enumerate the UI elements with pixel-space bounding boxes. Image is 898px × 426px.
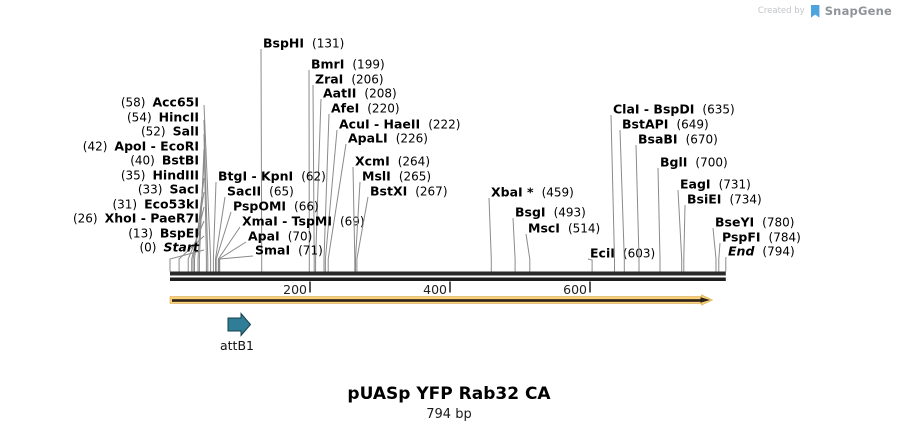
site-position: (42): [82, 139, 108, 154]
site-name: SacI: [169, 181, 199, 197]
backbone-bar-bottom: [170, 278, 726, 282]
site-bsgi: [513, 205, 586, 272]
site-label-eagi: [680, 177, 751, 192]
site-position: (33): [137, 182, 163, 197]
site-name: MscI: [528, 220, 560, 236]
site-name: XbaI *: [491, 184, 534, 200]
site-position: (40): [130, 153, 155, 168]
site-label-msci: [528, 221, 600, 236]
site-position: (70): [287, 229, 313, 244]
site-position: (514): [567, 221, 601, 236]
scale-tick-600: [563, 282, 590, 298]
site-name: ApaLI: [348, 130, 388, 146]
site-position: (649): [676, 117, 709, 132]
site-label-bgli: [660, 155, 728, 170]
created-by-text: Created by: [757, 6, 805, 16]
site-label-acc65i: [121, 95, 199, 110]
site-label-bsgi: [515, 205, 586, 220]
site-name: SmaI: [255, 242, 291, 258]
site-name: XhoI - PaeR7I: [104, 210, 199, 226]
site-position: (459): [541, 185, 574, 200]
site-name: BsgI: [515, 204, 546, 220]
site-position: (199): [352, 57, 385, 72]
site-label-bsiei: [687, 192, 762, 207]
plasmid-length: 794 bp: [426, 407, 472, 422]
site-label-sacii: [227, 184, 294, 199]
site-end: [726, 244, 795, 272]
site-name: SalI: [172, 123, 199, 139]
site-apali: [328, 130, 431, 272]
site-label-pspfi: [722, 230, 801, 245]
site-label-afei: [331, 101, 400, 116]
site-name: BseYI: [715, 214, 755, 230]
site-label-end: [728, 244, 795, 259]
tick-label: 600: [563, 282, 587, 297]
site-label-btgi-kpni: [218, 169, 326, 184]
leader-ecii: [588, 259, 592, 272]
site-name: XcmI: [355, 153, 390, 169]
leader-bgli: [658, 168, 660, 272]
site-name: HincII: [158, 109, 199, 125]
site-label-bsabi: [638, 132, 718, 147]
site-position: (208): [364, 86, 397, 101]
site-name: BsaBI: [638, 131, 678, 147]
attb1-label: attB1: [220, 338, 254, 353]
site-label-zrai: [315, 72, 384, 87]
site-position: (226): [395, 131, 428, 146]
site-name: HindIII: [152, 167, 199, 183]
site-label-bsphi: [263, 36, 344, 51]
site-name: MslI: [362, 168, 391, 184]
site-position: (264): [397, 154, 431, 169]
site-position: (635): [702, 102, 735, 117]
attb1-arrow-shape: [228, 314, 251, 336]
site-position: (734): [729, 192, 762, 207]
site-label-bstbi: [130, 153, 199, 168]
site-name: BspHI: [263, 35, 305, 51]
site-name: End: [728, 243, 755, 259]
site-bstxi: [357, 184, 448, 272]
site-position: (26): [72, 211, 98, 226]
site-position: (52): [140, 124, 166, 139]
site-position: (71): [298, 243, 323, 258]
site-position: (65): [269, 184, 294, 199]
site-position: (13): [128, 226, 153, 241]
site-label-xbai: [491, 185, 574, 200]
site-label-pspomi: [233, 199, 319, 214]
site-position: (794): [762, 244, 795, 259]
leader-bseyi: [713, 228, 716, 272]
site-position: (265): [398, 169, 432, 184]
site-name: AatII: [323, 85, 357, 101]
site-position: (31): [112, 197, 138, 212]
site-label-clai-bspdi: [613, 102, 735, 117]
site-label-aatii: [323, 86, 397, 101]
site-name: ClaI - BspDI: [613, 101, 695, 117]
leader-pspfi: [719, 243, 720, 272]
site-position: (66): [294, 199, 319, 214]
site-name: XmaI - TspMI: [242, 213, 332, 229]
site-position: (603): [622, 246, 656, 261]
site-label-msli: [362, 169, 431, 184]
scale-tick-200: [283, 282, 310, 298]
site-ecii: [588, 246, 655, 272]
leader-eagi: [678, 190, 682, 272]
site-name: ZraI: [315, 71, 344, 87]
site-name: BspEI: [159, 225, 199, 241]
site-label-hincii: [127, 110, 199, 125]
site-name: BmrI: [311, 56, 345, 72]
site-position: (784): [768, 230, 801, 245]
site-name: AcuI - HaeII: [339, 116, 421, 132]
site-position: (35): [120, 168, 146, 183]
site-name: ApoI - EcoRI: [114, 138, 199, 154]
site-position: (206): [351, 72, 384, 87]
site-bgli: [658, 155, 728, 272]
site-position: (780): [762, 215, 795, 230]
leader-smai: [220, 256, 253, 272]
site-label-xhoi-paer7i: [73, 211, 199, 226]
site-label-smai: [255, 243, 323, 258]
site-name: BstBI: [161, 152, 199, 168]
site-label-apoi-ecori: [83, 139, 199, 154]
site-name: AfeI: [331, 100, 360, 116]
site-position: (131): [312, 36, 345, 51]
site-position: (0): [139, 240, 157, 255]
site-name: BstAPI: [622, 116, 669, 132]
site-name: PspOMI: [233, 198, 287, 214]
site-name: BsiEI: [687, 191, 722, 207]
site-label-bmri: [311, 57, 385, 72]
site-name: EciI: [590, 245, 615, 261]
leader-xbai: [489, 198, 491, 272]
scale-tick-400: [423, 282, 450, 298]
site-position: (731): [718, 177, 751, 192]
site-label-hindiii: [121, 168, 199, 183]
feature-stripe: [172, 299, 701, 302]
site-position: (62): [301, 169, 326, 184]
site-label-start: [139, 240, 200, 255]
site-name: Start: [163, 239, 199, 255]
site-name: BtgI - KpnI: [218, 168, 294, 184]
site-name: PspFI: [722, 229, 761, 245]
site-position: (222): [428, 117, 461, 132]
leader-apali: [328, 144, 346, 272]
site-position: (670): [685, 132, 718, 147]
site-position: (493): [553, 205, 586, 220]
site-name: EagI: [680, 176, 711, 192]
site-label-eco53ki: [112, 197, 199, 212]
site-label-apai: [248, 229, 312, 244]
site-label-sali: [141, 124, 199, 139]
site-position: (267): [415, 184, 448, 199]
site-label-acui-haeii: [339, 117, 460, 132]
site-label-saci: [138, 182, 199, 197]
site-name: ApaI: [248, 228, 280, 244]
site-label-bstapi: [622, 117, 709, 132]
site-position: (58): [120, 95, 146, 110]
tick-label: 200: [283, 282, 307, 297]
site-position: (69): [339, 214, 365, 229]
site-smai: [220, 243, 323, 272]
site-name: Acc65I: [152, 94, 199, 110]
site-name: SacII: [227, 183, 262, 199]
site-name: BstXI: [370, 183, 408, 199]
leader-msci: [526, 234, 530, 272]
backbone-bar-top: [170, 272, 726, 276]
site-label-xcmi: [355, 154, 430, 169]
tick-label: 400: [423, 282, 447, 297]
site-label-bseyi: [715, 215, 794, 230]
site-label-xmai-tspmi: [242, 214, 365, 229]
title-block: [0, 384, 898, 422]
plasmid-title: pUASp YFP Rab32 CA: [347, 384, 551, 404]
leader-bsgi: [513, 218, 515, 272]
site-position: (54): [127, 110, 152, 125]
leader-bsiei: [684, 205, 685, 272]
site-name: BglI: [660, 154, 688, 170]
leader-acui-haeii: [325, 130, 337, 272]
sequence-backbone: [170, 272, 726, 282]
site-label-bstxi: [370, 184, 448, 199]
site-label-bspei: [128, 226, 199, 241]
site-position: (700): [695, 155, 728, 170]
full-length-feature-arrow: [170, 295, 713, 305]
site-name: Eco53kI: [144, 196, 199, 212]
site-position: (220): [367, 101, 400, 116]
attb1-feature-arrow: [220, 314, 254, 354]
site-label-ecii: [590, 246, 655, 261]
site-label-apali: [348, 131, 428, 146]
leader-xmai-tspmi: [218, 227, 240, 272]
snapgene-brand-text: SnapGene: [824, 4, 892, 18]
